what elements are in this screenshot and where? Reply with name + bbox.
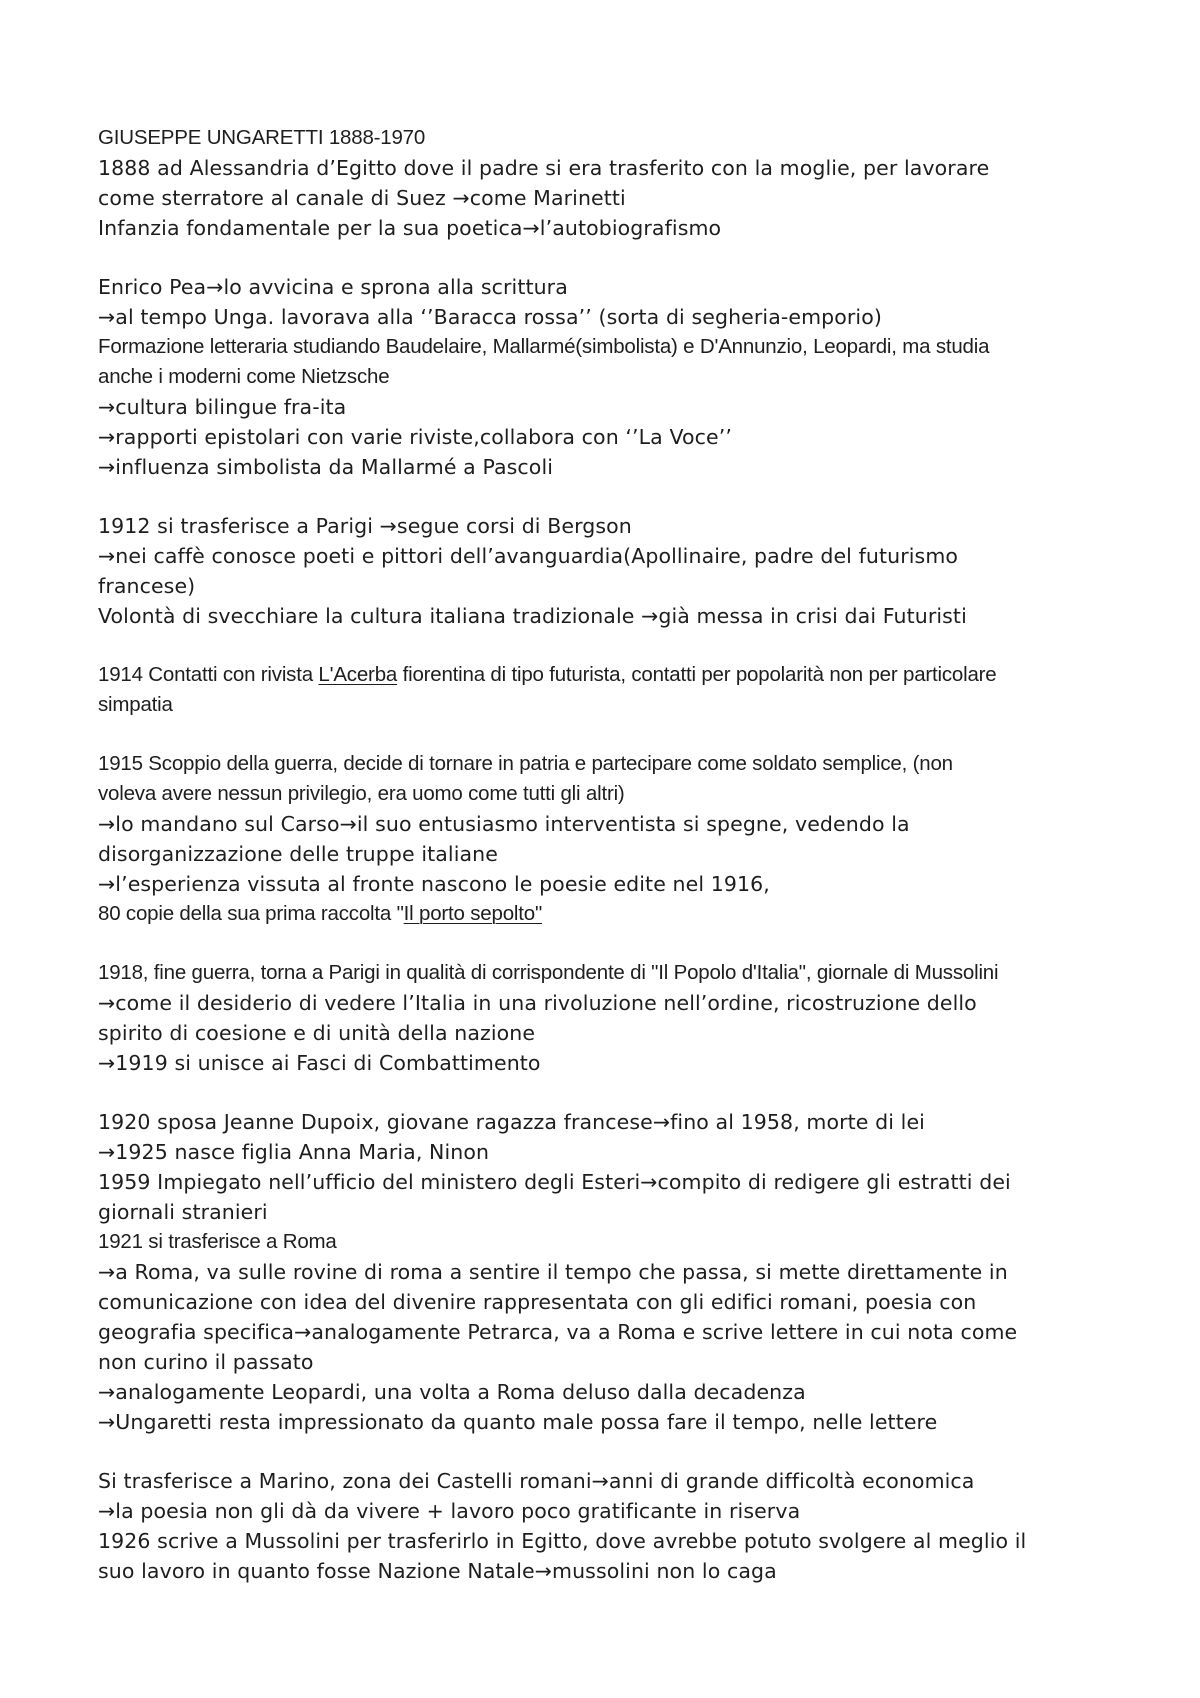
paragraph-line (98, 660, 1128, 690)
text-segment: 1914 Contatti con rivista (98, 663, 319, 686)
document-title: GIUSEPPE UNGARETTI 1888-1970 (98, 126, 426, 149)
paragraph-line: geografia specifica→analogamente Petrarca, va a Roma e scrive lettere in cui nota come (98, 1320, 1018, 1344)
paragraph-gap (98, 1437, 1128, 1466)
text-segment: fiorentina di tipo futurista, contatti per popolarità non per particolare (397, 663, 997, 686)
paragraph-line (98, 899, 1128, 929)
paragraph-line: francese) (98, 574, 196, 598)
paragraph-line: Enrico Pea→lo avvicina e sprona alla scrittura (98, 275, 568, 299)
paragraph-gap (98, 243, 1128, 272)
paragraph-gap (98, 631, 1128, 660)
paragraph-line: →influenza simbolista da Mallarmé a Pascoli (98, 455, 554, 479)
paragraph-line: 1912 si trasferisce a Parigi →segue corsi di Bergson (98, 514, 632, 538)
underlined-title: L'Acerba (318, 663, 398, 686)
paragraph-line: →come il desiderio di vedere l’Italia in una rivoluzione nell’ordine, ricostruzione dello (98, 991, 977, 1015)
paragraph-gap (98, 1078, 1128, 1107)
paragraph-line: →1925 nasce figlia Anna Maria, Ninon (98, 1140, 490, 1164)
paragraph-line: non curino il passato (98, 1350, 314, 1374)
paragraph-line: anche i moderni come Nietzsche (98, 365, 390, 388)
paragraph-line: come sterratore al canale di Suez →come Marinetti (98, 186, 626, 210)
paragraph-line: →l’esperienza vissuta al fronte nascono le poesie edite nel 1916, (98, 872, 770, 896)
paragraph-line: comunicazione con idea del divenire rappresentata con gli edifici romani, poesia con (98, 1290, 977, 1314)
paragraph-line: 1920 sposa Jeanne Dupoix, giovane ragazza francese→fino al 1958, morte di lei (98, 1110, 925, 1134)
paragraph-line: →rapporti epistolari con varie riviste,collabora con ‘’La Voce’’ (98, 425, 732, 449)
paragraph-line: 1888 ad Alessandria d’Egitto dove il padre si era trasferito con la moglie, per lavorare (98, 156, 990, 180)
paragraph-gap (98, 929, 1128, 958)
paragraph-line: voleva avere nessun privilegio, era uomo come tutti gli altri) (98, 782, 625, 805)
paragraph-line: giornali stranieri (98, 1200, 268, 1224)
paragraph-line: simpatia (98, 693, 173, 716)
paragraph-line: 1926 scrive a Mussolini per trasferirlo in Egitto, dove avrebbe potuto svolgere al meglio il (98, 1529, 1027, 1553)
text-segment: 80 copie della sua prima raccolta " (98, 902, 404, 925)
paragraph-line: suo lavoro in quanto fosse Nazione Natale→mussolini non lo caga (98, 1559, 777, 1583)
paragraph-line: Infanzia fondamentale per la sua poetica→l’autobiografismo (98, 216, 722, 240)
paragraph-gap (98, 482, 1128, 511)
paragraph-line: disorganizzazione delle truppe italiane (98, 842, 498, 866)
paragraph-line: 1921 si trasferisce a Roma (98, 1230, 337, 1253)
paragraph-line: Formazione letteraria studiando Baudelaire, Mallarmé(simbolista) e D'Annunzio, Leopardi, ma studia (98, 335, 990, 358)
paragraph-line: →lo mandano sul Carso→il suo entusiasmo interventista si spegne, vedendo la (98, 812, 910, 836)
paragraph-line: →al tempo Unga. lavorava alla ‘’Baracca rossa’’ (sorta di segheria-emporio) (98, 305, 882, 329)
paragraph-line: →1919 si unisce ai Fasci di Combattimento (98, 1051, 541, 1075)
document-body (98, 123, 1128, 1586)
paragraph-line: spirito di coesione e di unità della nazione (98, 1021, 536, 1045)
paragraph-line: →analogamente Leopardi, una volta a Roma deluso dalla decadenza (98, 1380, 806, 1404)
underlined-title: Il porto sepolto" (403, 902, 543, 925)
paragraph-line: 1959 Impiegato nell’ufficio del ministero degli Esteri→compito di redigere gli estratti dei (98, 1170, 1011, 1194)
paragraph-line: →la poesia non gli dà da vivere + lavoro poco gratificante in riserva (98, 1499, 801, 1523)
paragraph-line: →a Roma, va sulle rovine di roma a sentire il tempo che passa, si mette direttamente in (98, 1260, 1008, 1284)
paragraph-line: Si trasferisce a Marino, zona dei Castelli romani→anni di grande difficoltà economica (98, 1469, 975, 1493)
paragraph-line: →cultura bilingue fra-ita (98, 395, 347, 419)
paragraph-line: →nei caffè conosce poeti e pittori dell’avanguardia(Apollinaire, padre del futurismo (98, 544, 959, 568)
paragraph-gap (98, 720, 1128, 749)
paragraph-line: Volontà di svecchiare la cultura italiana tradizionale →già messa in crisi dai Futuristi (98, 604, 967, 628)
paragraph-line: 1915 Scoppio della guerra, decide di tornare in patria e partecipare come soldato semplice, (non (98, 752, 953, 775)
paragraph-line: 1918, fine guerra, torna a Parigi in qualità di corrispondente di "Il Popolo d'Italia", giornale di Mussolini (98, 961, 999, 984)
paragraph-line: →Ungaretti resta impressionato da quanto male possa fare il tempo, nelle lettere (98, 1410, 938, 1434)
